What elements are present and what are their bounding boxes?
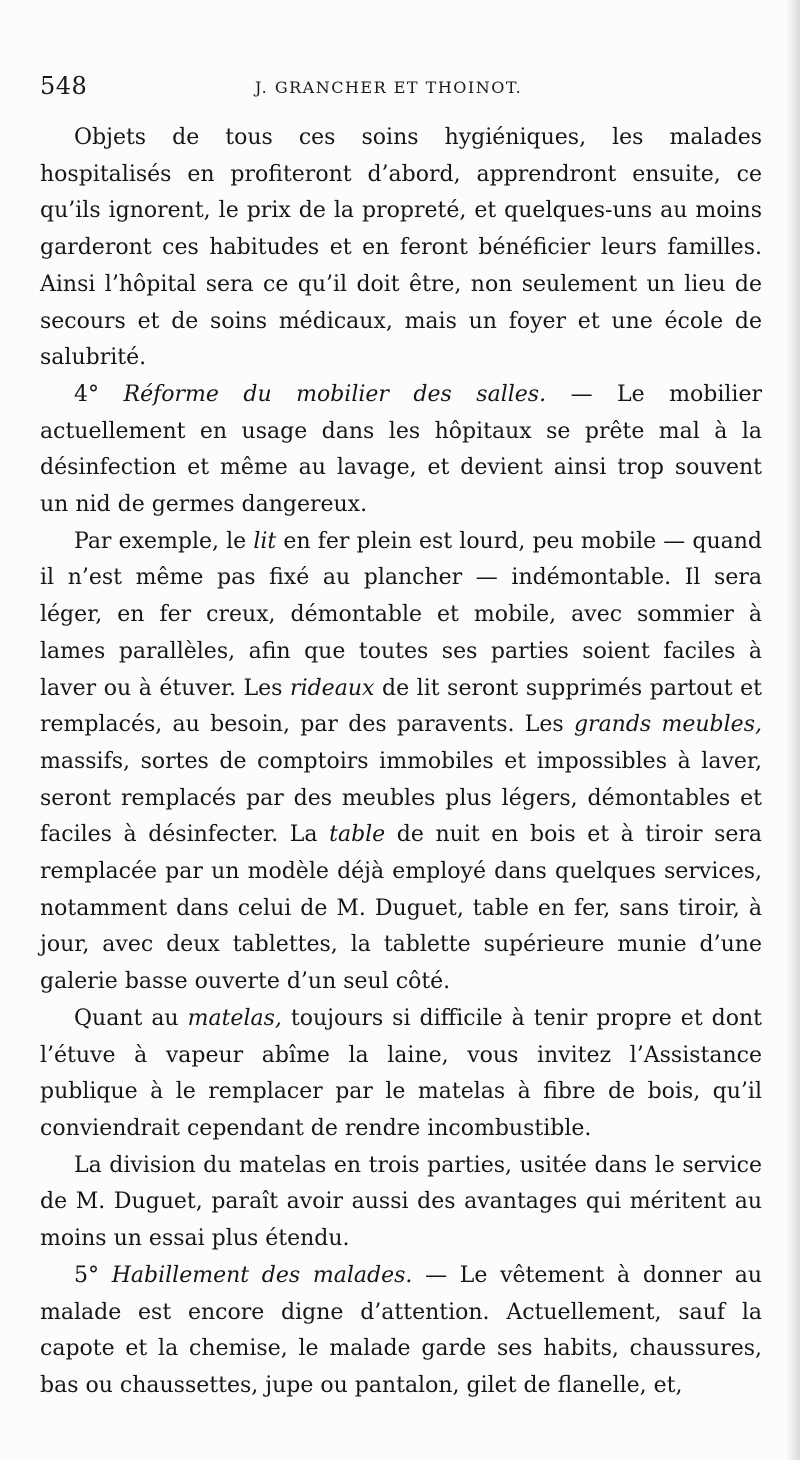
running-head	[40, 72, 760, 106]
running-title: J. GRANCHER ET THOINOT.	[255, 78, 523, 97]
paragraph-furniture-reform	[40, 377, 762, 524]
section-number: 4°	[74, 381, 99, 407]
text-run: massifs, sortes de comptoirs immobiles et impossibles à laver, seront remplacés par des meubles plus légers, démontables et faciles à désinfecter. La	[40, 748, 762, 848]
text-run: de nuit en bois et à tiroir sera remplacée par un modèle déjà employé dans quelques services, notamment dans celui de M. Duguet, table en fer, sans tiroir, à jour, avec deux tablettes, la tablette supérieure munie d’une galerie basse ouverte d’un seul côté.	[40, 822, 763, 995]
section-number: 5°	[74, 1262, 99, 1288]
italic-term: rideaux	[290, 675, 375, 701]
section-heading: Réforme du mobilier des salles.	[123, 381, 547, 407]
paragraph-patient-clothing	[40, 1258, 762, 1405]
text-run: Quant au	[74, 1005, 188, 1031]
paragraph-hygiene-benefits: Objets de tous ces soins hygiéniques, les malades hospitalisés en profiteront d’abord, apprendront ensuite, ce qu’ils ignorent, le prix de la propreté, et quelques-uns au moins garderont ces habitudes et en feront bénéficier leurs familles. Ainsi l’hôpital sera ce qu’il doit être, non seulement un lieu de secours et de soins médicaux, mais un foyer et une école de salubrité.	[40, 125, 762, 371]
text-run: de lit seront supprimés partout et remplacés, au besoin, par des paravents. Les	[40, 675, 763, 738]
text-run: en fer plein est lourd, peu mobile — quand il n’est même pas fixé au plancher — indémontable. Il sera léger, en fer creux, démontable et mobile, avec sommier à lames parallèles, afin que toutes ses parties soient faciles à laver ou à étuver. Les	[40, 528, 763, 701]
page-edge-shadow	[786, 0, 800, 1460]
section-text: — Le mobilier actuellement en usage dans les hôpitaux se prête mal à la désinfection et même au lavage, et devient ainsi trop souvent un nid de germes dangereux.	[40, 381, 762, 518]
text-run: toujours si difficile à tenir propre et dont l’étuve à vapeur abîme la laine, vous invitez l’Assistance publique à le remplacer par le matelas à fibre de bois, qu’il conviendrait cependant de rendre incombustible.	[40, 1005, 762, 1141]
paragraph-mattress-division: La division du matelas en trois parties, usitée dans le service de M. Duguet, paraît avoir aussi des avantages qui méritent au moins un essai plus étendu.	[40, 1152, 762, 1252]
italic-term: lit	[253, 528, 277, 554]
page-number: 548	[40, 72, 88, 100]
italic-term: matelas,	[187, 1005, 282, 1031]
body-text	[40, 120, 762, 1405]
italic-term: table	[329, 822, 386, 848]
italic-term: grands meubles,	[573, 712, 762, 738]
paragraph-mattress	[40, 1001, 762, 1148]
section-text: — Le vêtement à donner au malade est encore digne d’attention. Actuellement, sauf la capote et la chemise, le malade garde ses habits, chaussures, bas ou chaussettes, jupe ou pantalon, gilet de flanelle, et,	[40, 1262, 762, 1398]
section-heading: Habillement des malades.	[111, 1262, 413, 1288]
text-run: Par exemple, le	[74, 528, 254, 554]
paragraph-bed-and-furniture	[40, 524, 762, 1001]
